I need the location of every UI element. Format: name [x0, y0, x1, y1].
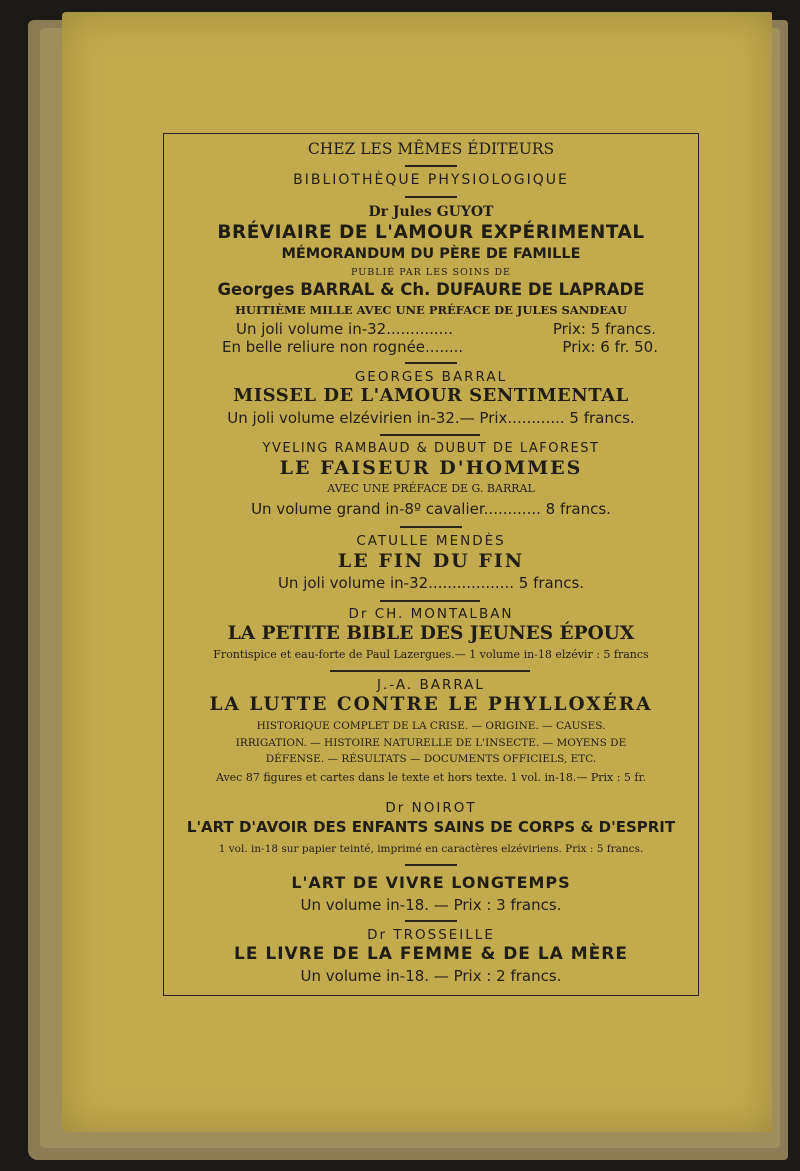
series-heading: BIBLIOTHÈQUE PHYSIOLOGIQUE [293, 172, 569, 188]
price-text: Prix: 5 francs. [552, 320, 656, 338]
entry-edition: HUITIÈME MILLE AVEC UNE PRÉFACE DE JULES SANDEAU [235, 303, 627, 317]
divider [380, 600, 480, 602]
entry-subtitle: MÉMORANDUM DU PÈRE DE FAMILLE [281, 246, 581, 262]
format-text: En belle reliure non rognée........ [222, 338, 464, 356]
entry-price-line: Un joli volume in-32.................. 5 francs. [277, 574, 585, 592]
entry-price-line [222, 338, 658, 356]
entry-price-line: Un volume grand in-8º cavalier............ 8 francs. [251, 500, 611, 518]
entry-title: LE FIN DU FIN [337, 550, 525, 572]
entry-price-line [236, 320, 656, 338]
entry-title: L'ART DE VIVRE LONGTEMPS [291, 873, 571, 892]
entry-title: LE LIVRE DE LA FEMME & DE LA MÈRE [234, 944, 628, 964]
entry-price-line: 1 vol. in-18 sur papier teinté, imprimé en caractères elzéviriens. Prix : 5 francs. [218, 843, 644, 855]
entry-author: YVELING RAMBAUD & DUBUT DE LAFOREST [262, 441, 600, 456]
divider [400, 526, 462, 528]
divider [405, 864, 457, 866]
entry-description: HISTORIQUE COMPLET DE LA CRISE. — ORIGINE. — CAUSES. [256, 720, 606, 732]
entry-title: LE FAISEUR D'HOMMES [279, 457, 583, 479]
price-text: Prix: 6 fr. 50. [562, 338, 658, 356]
entry-editors: Georges BARRAL & Ch. DUFAURE DE LAPRADE [217, 280, 645, 299]
divider [380, 434, 480, 436]
entry-description: IRRIGATION. — HISTOIRE NATURELLE DE L'INSECTE. — MOYENS DE [235, 737, 627, 749]
divider [405, 362, 457, 364]
entry-note: PUBLIÉ PAR LES SOINS DE [351, 267, 511, 278]
divider [405, 196, 457, 198]
entry-author: Dr CH. MONTALBAN [348, 606, 514, 622]
entry-note: AVEC UNE PRÉFACE DE G. BARRAL [327, 482, 535, 495]
entry-price-line: Frontispice et eau-forte de Paul Lazergues.— 1 volume in-18 elzévir : 5 francs [213, 648, 649, 661]
divider [405, 165, 457, 167]
entry-title: LA LUTTE CONTRE LE PHYLLOXÉRA [209, 694, 653, 715]
publisher-heading: CHEZ LES MÊMES ÉDITEURS [307, 140, 555, 158]
entry-price-line: Un volume in-18. — Prix : 3 francs. [300, 896, 562, 914]
entry-title: LA PETITE BIBLE DES JEUNES ÉPOUX [227, 623, 635, 644]
entry-title: L'ART D'AVOIR DES ENFANTS SAINS DE CORPS & D'ESPRIT [186, 818, 676, 836]
format-text: Un joli volume in-32.............. [236, 320, 453, 338]
entry-author: GEORGES BARRAL [354, 369, 508, 385]
entry-title: MISSEL DE L'AMOUR SENTIMENTAL [233, 385, 629, 406]
entry-price-line: Avec 87 figures et cartes dans le texte et hors texte. 1 vol. in-18.— Prix : 5 fr. [215, 771, 647, 784]
entry-author: Dr Jules GUYOT [368, 204, 494, 220]
entry-author: Dr NOIROT [385, 800, 477, 816]
entry-author: CATULLE MENDÈS [356, 533, 506, 549]
entry-price-line: Un volume in-18. — Prix : 2 francs. [300, 967, 562, 985]
entry-author: J.-A. BARRAL [377, 677, 485, 693]
entry-title: BRÉVIAIRE DE L'AMOUR EXPÉRIMENTAL [217, 222, 645, 243]
entry-description: DÉFENSE. — RÉSULTATS — DOCUMENTS OFFICIELS, ETC. [265, 753, 597, 765]
entry-author: Dr TROSSEILLE [367, 927, 495, 943]
entry-price-line: Un joli volume elzévirien in-32.— Prix............ 5 francs. [227, 409, 635, 427]
divider [405, 920, 457, 922]
divider [330, 670, 530, 672]
